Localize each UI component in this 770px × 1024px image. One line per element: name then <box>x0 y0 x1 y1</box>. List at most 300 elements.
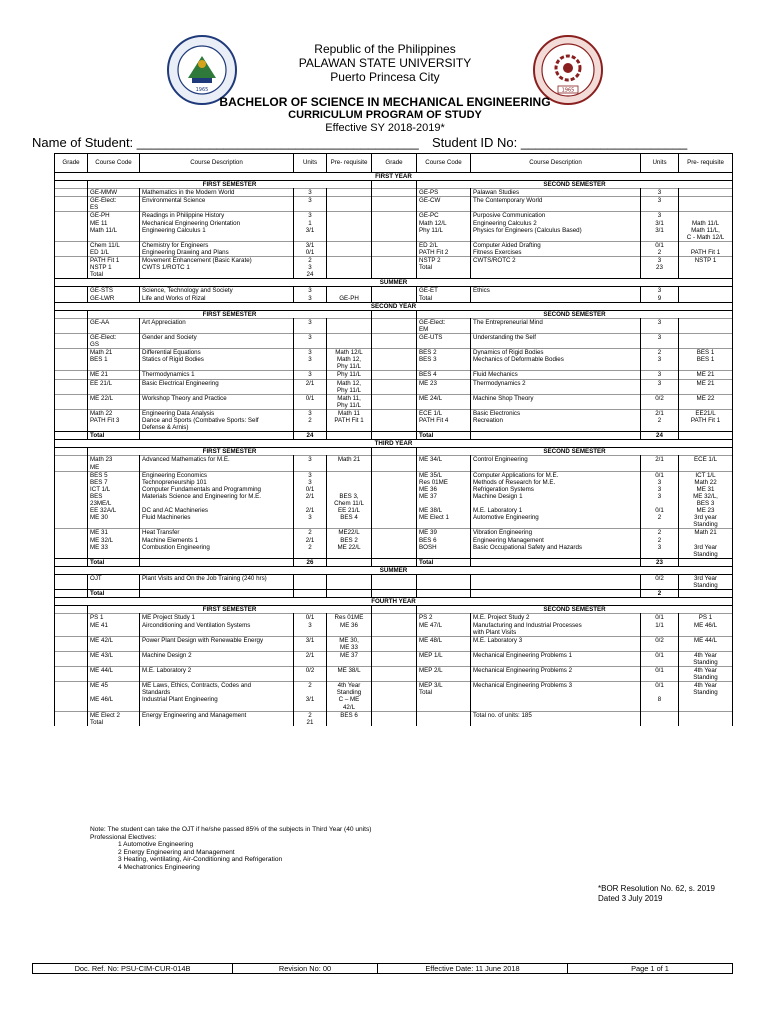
units-cell: 3 <box>294 371 327 379</box>
prerequisite-cell: Phy 11/L <box>327 371 372 379</box>
course-row <box>55 197 733 212</box>
course-description-cell: The Entrepreneurial Mind <box>471 318 641 333</box>
course-description-cell: Control Engineering <box>471 456 641 471</box>
col-course-code: Course Code <box>88 154 140 173</box>
course-code-cell: GE-MMW <box>88 189 140 197</box>
grade-cell[interactable] <box>372 614 417 636</box>
units-cell: 23 <box>641 558 679 566</box>
grade-cell[interactable] <box>55 371 88 379</box>
year-banner-label: FOURTH YEAR <box>55 598 733 606</box>
total-row <box>55 590 733 598</box>
units-cell: 0/1 3 3 3 0/1 2 <box>641 471 679 529</box>
prerequisite-cell: Math 11, Phy 11/L <box>327 394 372 409</box>
course-code-cell: GE-PS <box>417 189 471 197</box>
grade-cell[interactable] <box>55 333 88 348</box>
col-grade: Grade <box>55 154 88 173</box>
course-code-cell: MEP 3/L Total <box>417 682 471 711</box>
course-description-cell: M.E. Project Study 2 Manufacturing and Industrial Processes with Plant Visits <box>471 614 641 636</box>
units-cell: 3 23 <box>641 257 679 279</box>
course-row <box>55 471 733 529</box>
prerequisite-cell: Math 21 <box>327 456 372 471</box>
grade-cell[interactable] <box>55 614 88 636</box>
republic-line: Republic of the Philippines <box>314 42 456 56</box>
course-row <box>55 212 733 241</box>
units-cell: 2 3 <box>641 349 679 371</box>
course-code-cell: NSTP 2 Total <box>417 257 471 279</box>
units-cell: 3/1 0/1 <box>294 241 327 256</box>
course-description-cell: Mechanical Engineering Problems 3 <box>471 682 641 711</box>
course-description-cell: Basic Electrical Engineering <box>140 379 294 394</box>
course-description-cell: The Contemporary World <box>471 197 641 212</box>
course-code-cell <box>417 574 471 589</box>
total-row <box>55 432 733 440</box>
course-code-cell: ME 23 <box>417 379 471 394</box>
elective-item: 2 Energy Engineering and Management <box>118 848 235 856</box>
course-row <box>55 636 733 651</box>
units-cell: 2 2/1 2 <box>294 529 327 558</box>
grade-cell[interactable] <box>372 651 417 666</box>
grade-cell[interactable] <box>372 682 417 711</box>
units-cell: 2 21 <box>294 711 327 726</box>
grade-cell[interactable] <box>55 667 88 682</box>
course-description-cell: Machine Design 2 <box>140 651 294 666</box>
grade-cell[interactable] <box>55 197 88 212</box>
course-description-cell <box>140 558 294 566</box>
grade-cell <box>372 448 417 456</box>
course-code-cell: GE-UTS <box>417 333 471 348</box>
grade-cell[interactable] <box>55 636 88 651</box>
units-cell <box>294 574 327 589</box>
prerequisite-cell: BES 3, Chem 11/L EE 21/L BES 4 <box>327 471 372 529</box>
student-name-field[interactable]: Name of Student: _______________________________________ <box>32 135 419 150</box>
course-description-cell: Science, Technology and Society Life and Works of Rizal <box>140 287 294 302</box>
semester-header-row <box>55 606 733 614</box>
course-row <box>55 371 733 379</box>
course-code-cell: GE-PC Math 12/L Phy 11/L <box>417 212 471 241</box>
year-banner-label: FIRST YEAR <box>55 173 733 181</box>
units-cell: 3 <box>294 197 327 212</box>
prerequisite-cell: ME 21 <box>679 371 733 379</box>
course-row <box>55 682 733 711</box>
grade-cell[interactable] <box>372 257 417 279</box>
course-code-cell: Total <box>88 590 140 598</box>
doc-ref-number: Doc. Ref. No: PSU-CIM-CUR-014B <box>33 964 233 974</box>
course-row <box>55 333 733 348</box>
year-banner-row <box>55 302 733 310</box>
units-cell: 3 <box>294 333 327 348</box>
prerequisite-cell: PS 1 ME 46/L <box>679 614 733 636</box>
grade-cell[interactable] <box>372 287 417 302</box>
prerequisite-cell <box>327 257 372 279</box>
prerequisite-cell <box>679 333 733 348</box>
university-name: PALAWAN STATE UNIVERSITY <box>298 56 472 70</box>
course-code-cell: ED 2/L PATH Fit 2 <box>417 241 471 256</box>
prerequisite-cell: 4th Year Standing <box>679 651 733 666</box>
course-row <box>55 241 733 256</box>
units-cell: 0/1 <box>641 651 679 666</box>
grade-cell[interactable] <box>55 379 88 394</box>
units-cell: 3 3 0/1 2/1 2/1 3 <box>294 471 327 529</box>
grade-cell[interactable] <box>55 287 88 302</box>
col-grade: Grade <box>372 154 417 173</box>
course-description-cell <box>140 590 294 598</box>
elective-item: 4 Mechatronics Engineering <box>118 863 200 871</box>
grade-cell[interactable] <box>55 456 88 471</box>
course-code-cell: GE-CW <box>417 197 471 212</box>
course-code-cell: PS 1 ME 41 <box>88 614 140 636</box>
grade-cell[interactable] <box>372 711 417 726</box>
grade-cell[interactable] <box>55 394 88 409</box>
grade-cell[interactable] <box>55 409 88 431</box>
grade-cell[interactable] <box>372 349 417 371</box>
year-banner-row <box>55 566 733 574</box>
grade-cell[interactable] <box>55 241 88 256</box>
grade-cell[interactable] <box>55 651 88 666</box>
prerequisite-cell: ICT 1/L Math 22 ME 31 ME 32/L, BES 3 ME 23 3rd year Standing <box>679 471 733 529</box>
course-row <box>55 379 733 394</box>
course-code-cell: GE-ET Total <box>417 287 471 302</box>
grade-cell[interactable] <box>372 318 417 333</box>
prerequisite-cell <box>327 432 372 440</box>
course-code-cell: PATH Fit 1 NSTP 1 Total <box>88 257 140 279</box>
course-description-cell <box>471 590 641 598</box>
year-banner-row <box>55 440 733 448</box>
course-description-cell: M.E. Laboratory 3 <box>471 636 641 651</box>
units-cell: 0/2 <box>641 394 679 409</box>
units-cell: 24 <box>294 432 327 440</box>
semester-label: FIRST SEMESTER <box>88 448 372 456</box>
course-code-cell: Total <box>417 558 471 566</box>
grade-cell[interactable] <box>55 529 88 558</box>
prerequisite-cell: GE-PH <box>327 287 372 302</box>
course-row <box>55 614 733 636</box>
prerequisite-cell <box>327 318 372 333</box>
prerequisite-cell: 4th Year Standing C – ME 42/L <box>327 682 372 711</box>
course-description-cell: Fluid Mechanics <box>471 371 641 379</box>
units-cell: 0/2 <box>294 667 327 682</box>
units-cell: 0/1 <box>641 667 679 682</box>
grade-cell <box>55 606 88 614</box>
course-code-cell: ME 48/L <box>417 636 471 651</box>
course-description-cell: Gender and Society <box>140 333 294 348</box>
course-description-cell: M.E. Laboratory 2 <box>140 667 294 682</box>
units-cell: 3 1 3/1 <box>294 212 327 241</box>
grade-cell <box>55 181 88 189</box>
prerequisite-cell: ME22/L BES 2 ME 22/L <box>327 529 372 558</box>
course-description-cell: ME Project Study 1 Airconditioning and Ventilation Systems <box>140 614 294 636</box>
units-cell: 24 <box>641 432 679 440</box>
elective-item: 3 Heating, ventilating, Air-Conditioning and Refrigeration <box>118 856 283 864</box>
course-description-cell: Basic Electronics Recreation <box>471 409 641 431</box>
semester-label: SECOND SEMESTER <box>417 310 733 318</box>
grade-cell[interactable] <box>55 257 88 279</box>
prerequisite-cell: Math 11 PATH Fit 1 <box>327 409 372 431</box>
course-code-cell: ME Elect 2 Total <box>88 711 140 726</box>
grade-cell[interactable] <box>372 379 417 394</box>
prerequisite-cell: ME 21 <box>679 379 733 394</box>
course-description-cell: Computer Aided Drafting Fitness Exercises <box>471 241 641 256</box>
units-cell: 3/1 <box>294 636 327 651</box>
course-description-cell: Palawan Studies <box>471 189 641 197</box>
units-cell: 2/1 <box>294 651 327 666</box>
course-code-cell: ME 39 BES 6 BOSH <box>417 529 471 558</box>
elective-item: 1 Automotive Engineering <box>118 841 194 849</box>
course-description-cell: Plant Visits and On the Job Training (240 hrs) <box>140 574 294 589</box>
units-cell: 3 <box>641 333 679 348</box>
semester-header-row <box>55 310 733 318</box>
prerequisite-cell <box>679 189 733 197</box>
course-description-cell: Ethics <box>471 287 641 302</box>
prerequisite-cell: PATH Fit 1 <box>679 241 733 256</box>
prerequisite-cell: Res 01ME ME 36 <box>327 614 372 636</box>
course-row <box>55 667 733 682</box>
units-cell: 3 <box>294 318 327 333</box>
document-title: CURRICULUM PROGRAM OF STUDY <box>288 109 482 121</box>
prerequisite-cell <box>679 197 733 212</box>
grade-cell[interactable] <box>55 471 88 529</box>
grade-cell[interactable] <box>372 333 417 348</box>
grade-cell[interactable] <box>372 432 417 440</box>
units-cell: 2/1 <box>641 456 679 471</box>
units-cell <box>641 711 679 726</box>
course-description-cell: Thermodynamics 1 <box>140 371 294 379</box>
units-cell: 3 <box>641 371 679 379</box>
units-cell: 2 3/1 <box>294 682 327 711</box>
course-code-cell: EE 21/L <box>88 379 140 394</box>
ojt-note: Note: The student can take the OJT if he/she passed 85% of the subjects in Third Year (40 units) <box>90 826 372 833</box>
course-row <box>55 529 733 558</box>
course-description-cell: Engineering Economics Technopreneurship 101 Computer Fundamentals and Programming Materials Science and Engineering for M.E. DC and AC Machineries Fluid Machineries <box>140 471 294 529</box>
revision-number: Revision No: 00 <box>233 964 378 974</box>
svg-text:1965: 1965 <box>195 87 209 93</box>
course-row <box>55 318 733 333</box>
units-cell: 3 2 <box>294 409 327 431</box>
year-banner-label: SUMMER <box>55 566 733 574</box>
course-description-cell: Heat Transfer Machine Elements 1 Combustion Engineering <box>140 529 294 558</box>
grade-cell[interactable] <box>372 197 417 212</box>
units-cell: 3 <box>641 197 679 212</box>
prerequisite-cell: BES 1 BES 1 <box>679 349 733 371</box>
page-number: Page 1 of 1 <box>568 964 733 974</box>
course-code-cell: ME 43/L <box>88 651 140 666</box>
course-description-cell: Workshop Theory and Practice <box>140 394 294 409</box>
course-description-cell: Dynamics of Rigid Bodies Mechanics of Deformable Bodies <box>471 349 641 371</box>
units-cell: 3 <box>641 189 679 197</box>
prerequisite-cell <box>327 212 372 241</box>
course-description-cell: Total no. of units: 185 <box>471 711 641 726</box>
column-header-row <box>55 154 733 173</box>
grade-cell <box>372 181 417 189</box>
course-description-cell: Environmental Science <box>140 197 294 212</box>
course-row <box>55 574 733 589</box>
prerequisite-cell <box>679 287 733 302</box>
course-description-cell: Power Plant Design with Renewable Energy <box>140 636 294 651</box>
grade-cell[interactable] <box>372 590 417 598</box>
course-code-cell: BES 4 <box>417 371 471 379</box>
prerequisite-cell <box>327 574 372 589</box>
units-cell: 3 <box>641 318 679 333</box>
course-row <box>55 189 733 197</box>
year-banner-row <box>55 279 733 287</box>
grade-cell[interactable] <box>55 189 88 197</box>
course-code-cell: ME 45 ME 46/L <box>88 682 140 711</box>
prerequisite-cell: Math 12, Phy 11/L <box>327 379 372 394</box>
grade-cell[interactable] <box>372 636 417 651</box>
course-code-cell: Total <box>88 432 140 440</box>
course-code-cell: Total <box>417 432 471 440</box>
grade-cell[interactable] <box>372 558 417 566</box>
units-cell: 2 2 3 <box>641 529 679 558</box>
course-code-cell: ME 21 <box>88 371 140 379</box>
electives-heading: Professional Electives: <box>90 833 157 841</box>
prerequisite-cell <box>327 189 372 197</box>
course-description-cell: Engineering Data Analysis Dance and Sports (Combative Sports: Self Defense & Arnis) <box>140 409 294 431</box>
units-cell: 3 9 <box>641 287 679 302</box>
course-code-cell: Math 22 PATH Fit 3 <box>88 409 140 431</box>
course-description-cell: Advanced Mathematics for M.E. <box>140 456 294 471</box>
grade-cell[interactable] <box>372 189 417 197</box>
course-row <box>55 409 733 431</box>
units-cell: 26 <box>294 558 327 566</box>
grade-cell[interactable] <box>372 409 417 431</box>
units-cell: 2 <box>641 590 679 598</box>
grade-cell[interactable] <box>55 349 88 371</box>
prerequisite-cell: Math 12/L Math 12, Phy 11/L <box>327 349 372 371</box>
course-code-cell: GE-AA <box>88 318 140 333</box>
course-description-cell <box>140 432 294 440</box>
prerequisite-cell: ECE 1/L <box>679 456 733 471</box>
grade-cell[interactable] <box>372 574 417 589</box>
grade-cell[interactable] <box>372 456 417 471</box>
course-code-cell: Math 23 ME <box>88 456 140 471</box>
course-row <box>55 711 733 726</box>
course-code-cell: BES 2 BES 3 <box>417 349 471 371</box>
prerequisite-cell: ME 37 <box>327 651 372 666</box>
grade-cell[interactable] <box>372 667 417 682</box>
document-footer <box>32 963 733 974</box>
prerequisite-cell <box>327 590 372 598</box>
units-cell: 0/1 3 <box>294 614 327 636</box>
grade-cell[interactable] <box>55 711 88 726</box>
course-description-cell: Purposive Communication Engineering Calculus 2 Physics for Engineers (Calculus Based) <box>471 212 641 241</box>
units-cell: 0/1 1/1 <box>641 614 679 636</box>
prerequisite-cell <box>679 432 733 440</box>
grade-cell[interactable] <box>372 471 417 529</box>
semester-label: SECOND SEMESTER <box>417 448 733 456</box>
prerequisite-cell: ME 44/L <box>679 636 733 651</box>
units-cell: 3 <box>294 456 327 471</box>
col-course-description: Course Description <box>140 154 294 173</box>
grade-cell[interactable] <box>55 318 88 333</box>
course-description-cell: CWTS/ROTC 2 <box>471 257 641 279</box>
grade-cell[interactable] <box>55 590 88 598</box>
year-banner-label: SUMMER <box>55 279 733 287</box>
year-banner-label: SECOND YEAR <box>55 302 733 310</box>
course-code-cell: GE-Elect: EM <box>417 318 471 333</box>
grade-cell[interactable] <box>372 241 417 256</box>
grade-cell[interactable] <box>372 529 417 558</box>
curriculum-table <box>54 153 733 726</box>
units-cell: 0/2 <box>641 636 679 651</box>
course-code-cell <box>417 711 471 726</box>
course-code-cell: OJT <box>88 574 140 589</box>
prerequisite-cell <box>679 590 733 598</box>
units-cell: 0/2 <box>641 574 679 589</box>
course-code-cell: ME 31 ME 32/L ME 33 <box>88 529 140 558</box>
prerequisite-cell: Math 21 3rd Year Standing <box>679 529 733 558</box>
grade-cell[interactable] <box>55 212 88 241</box>
course-description-cell: Energy Engineering and Management <box>140 711 294 726</box>
course-code-cell: MEP 2/L <box>417 667 471 682</box>
course-code-cell: ME 44/L <box>88 667 140 682</box>
city-line: Puerto Princesa City <box>330 70 440 84</box>
units-cell: 3 3/1 3/1 <box>641 212 679 241</box>
prerequisite-cell: 3rd Year Standing <box>679 574 733 589</box>
student-id-field[interactable]: Student ID No: _______________________ <box>432 135 688 150</box>
units-cell: 2/1 2 <box>641 409 679 431</box>
grade-cell[interactable] <box>55 432 88 440</box>
units-cell: 0/1 2 <box>641 241 679 256</box>
units-cell: 0/1 8 <box>641 682 679 711</box>
prerequisite-cell: ME 38/L <box>327 667 372 682</box>
col-units: Units <box>294 154 327 173</box>
prerequisite-cell: Math 11/L Math 11/L, C - Math 12/L <box>679 212 733 241</box>
course-code-cell: BES 5 BES 7 ICT 1/L BES 23ME/L EE 32A/L ME 30 <box>88 471 140 529</box>
units-cell: 3 <box>641 379 679 394</box>
grade-cell[interactable] <box>55 558 88 566</box>
prerequisite-cell <box>327 333 372 348</box>
course-description-cell: Computer Applications for M.E. Methods of Research for M.E. Refrigeration Systems Machine Design 1 M.E. Laboratory 1 Automotive Engineering <box>471 471 641 529</box>
grade-cell[interactable] <box>372 394 417 409</box>
course-description-cell: Mechanical Engineering Problems 2 <box>471 667 641 682</box>
program-title: BACHELOR OF SCIENCE IN MECHANICAL ENGINEERING <box>219 95 551 109</box>
course-code-cell: Math 21 BES 1 <box>88 349 140 371</box>
course-description-cell: Chemistry for Engineers Engineering Drawing and Plans <box>140 241 294 256</box>
prerequisite-cell: 4th Year Standing <box>679 682 733 711</box>
grade-cell[interactable] <box>372 371 417 379</box>
course-description-cell: Movement Enhancement (Basic Karate) CWTS 1/ROTC 1 <box>140 257 294 279</box>
grade-cell[interactable] <box>372 212 417 241</box>
grade-cell[interactable] <box>55 574 88 589</box>
units-cell: 3 3 <box>294 349 327 371</box>
course-row <box>55 287 733 302</box>
bor-resolution-date: Dated 3 July 2019 <box>598 893 663 903</box>
prerequisite-cell: ME 30, ME 33 <box>327 636 372 651</box>
course-code-cell <box>417 590 471 598</box>
course-code-cell: GE-Elect: ES <box>88 197 140 212</box>
units-cell <box>294 590 327 598</box>
course-description-cell <box>471 558 641 566</box>
prerequisite-cell: BES 6 <box>327 711 372 726</box>
grade-cell[interactable] <box>55 682 88 711</box>
svg-text:1965: 1965 <box>561 87 575 94</box>
semester-label: FIRST SEMESTER <box>88 310 372 318</box>
course-code-cell: GE-STS GE-LWR <box>88 287 140 302</box>
course-code-cell: ME 22/L <box>88 394 140 409</box>
course-description-cell: Thermodynamics 2 <box>471 379 641 394</box>
course-description-cell: Differential Equations Statics of Rigid Bodies <box>140 349 294 371</box>
prerequisite-cell: NSTP 1 <box>679 257 733 279</box>
col-units: Units <box>641 154 679 173</box>
course-code-cell: ME 34/L <box>417 456 471 471</box>
bor-resolution <box>598 884 715 903</box>
course-code-cell: MEP 1/L <box>417 651 471 666</box>
course-description-cell: Understanding the Self <box>471 333 641 348</box>
prerequisite-cell <box>679 558 733 566</box>
prerequisite-cell <box>679 711 733 726</box>
course-description-cell: Mechanical Engineering Problems 1 <box>471 651 641 666</box>
col-prerequisite: Pre- requisite <box>327 154 372 173</box>
